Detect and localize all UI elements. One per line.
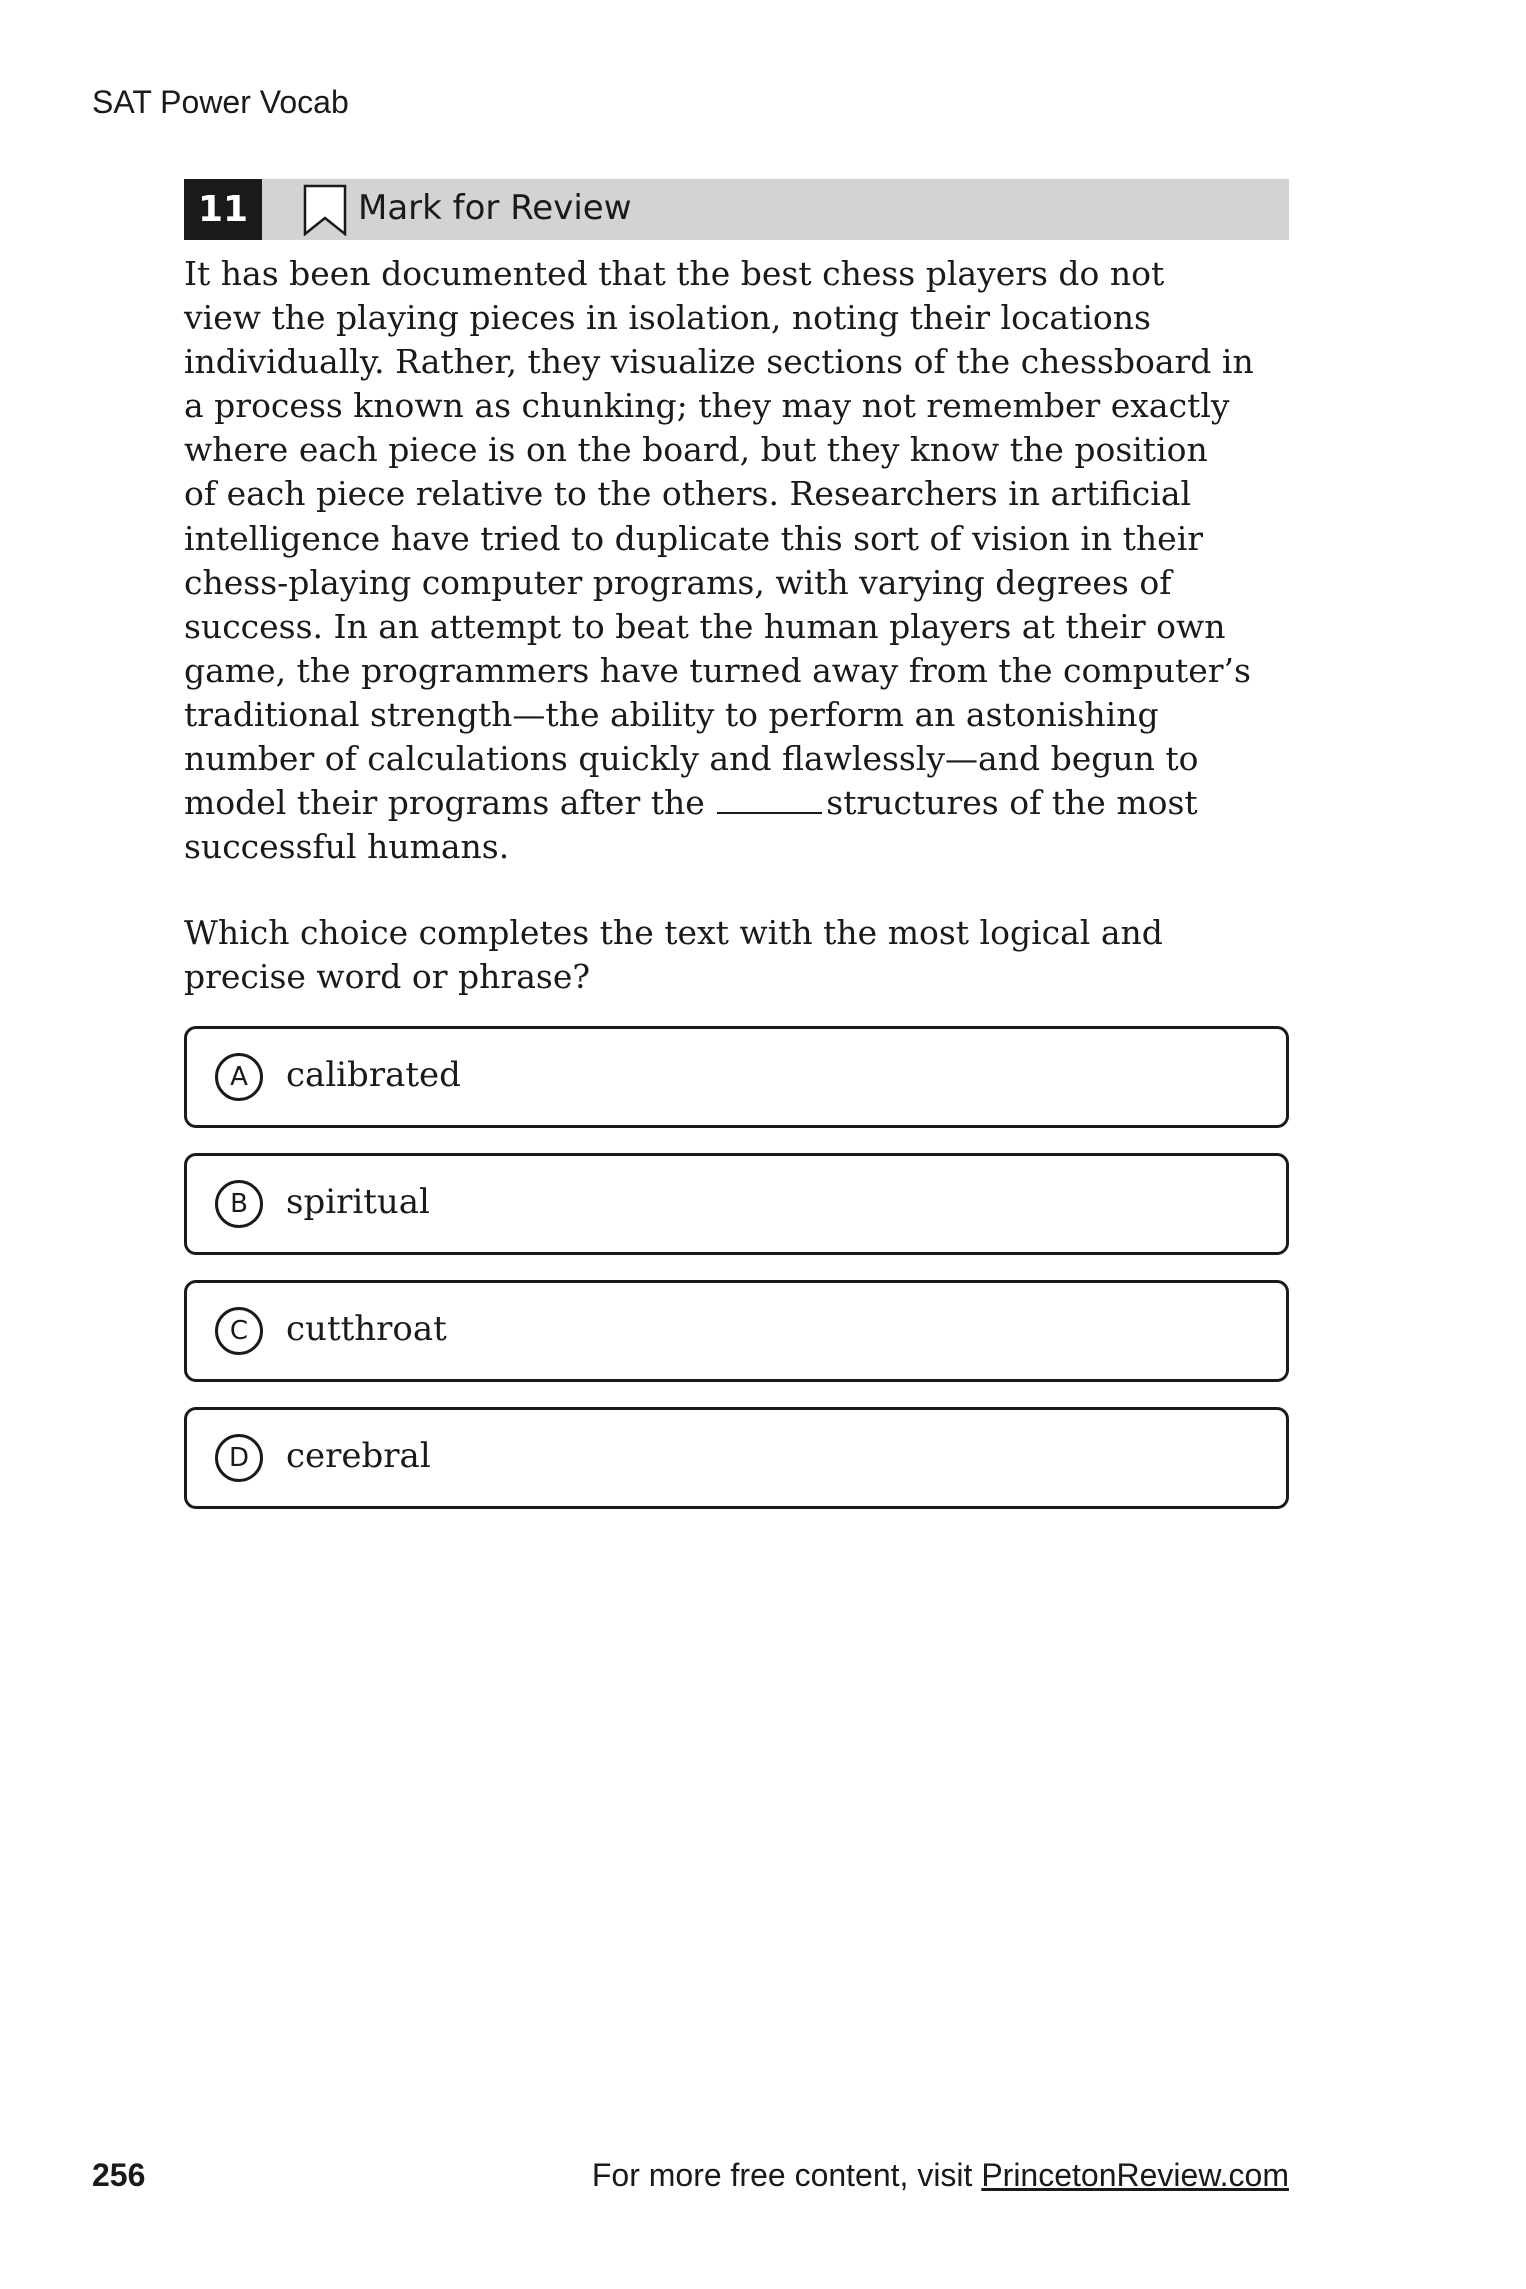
question-header-bar: [184, 179, 1289, 240]
blank: [717, 784, 822, 814]
question-number: 11: [184, 179, 262, 240]
passage-text: model their programs after the: [184, 783, 705, 823]
option-text: calibrated: [286, 1055, 461, 1095]
option-text: cutthroat: [286, 1309, 447, 1349]
option-letter-circle: D: [215, 1434, 263, 1482]
passage-line: game, the programmers have turned away from the computer’s: [184, 650, 1251, 690]
option-c[interactable]: [184, 1280, 1289, 1382]
princeton-review-link[interactable]: PrincetonReview.com: [981, 2157, 1289, 2193]
passage-text: structures of the most: [826, 783, 1198, 823]
page-number: 256: [92, 2157, 146, 2193]
passage-line: a process known as chunking; they may not remember exactly: [184, 386, 1230, 426]
option-letter-circle: B: [215, 1180, 263, 1228]
footer: [592, 2157, 1289, 2194]
passage: [184, 252, 1254, 869]
passage-line: individually. Rather, they visualize sections of the chessboard in: [184, 342, 1254, 382]
prompt-line: Which choice completes the text with the most logical and: [184, 913, 1163, 952]
passage-line: view the playing pieces in isolation, noting their locations: [184, 298, 1151, 338]
bookmark-icon[interactable]: [302, 184, 348, 236]
mark-for-review-button[interactable]: Mark for Review: [358, 188, 632, 228]
passage-line: intelligence have tried to duplicate this sort of vision in their: [184, 518, 1204, 558]
prompt-line: precise word or phrase?: [184, 957, 591, 997]
passage-line: number of calculations quickly and flawlessly—and begun to: [184, 739, 1199, 779]
option-b[interactable]: [184, 1153, 1289, 1255]
running-head: SAT Power Vocab: [92, 84, 349, 120]
option-a[interactable]: [184, 1026, 1289, 1128]
option-text: cerebral: [286, 1436, 431, 1476]
passage-line: of each piece relative to the others. Researchers in artificial: [184, 474, 1192, 514]
passage-line: It has been documented that the best chess players do not: [184, 254, 1165, 293]
passage-line: successful humans.: [184, 827, 510, 867]
option-text: spiritual: [286, 1182, 430, 1222]
passage-line: where each piece is on the board, but they know the position: [184, 430, 1208, 470]
option-d[interactable]: [184, 1407, 1289, 1509]
passage-line: chess-playing computer programs, with varying degrees of: [184, 562, 1172, 602]
footer-text: For more free content, visit: [591, 2157, 982, 2193]
option-letter-circle: A: [215, 1053, 263, 1101]
question-prompt: [184, 911, 1163, 999]
option-letter-circle: C: [215, 1307, 263, 1355]
passage-line: success. In an attempt to beat the human players at their own: [184, 606, 1226, 646]
passage-line: [184, 781, 1254, 825]
passage-line: traditional strength—the ability to perform an astonishing: [184, 694, 1159, 734]
